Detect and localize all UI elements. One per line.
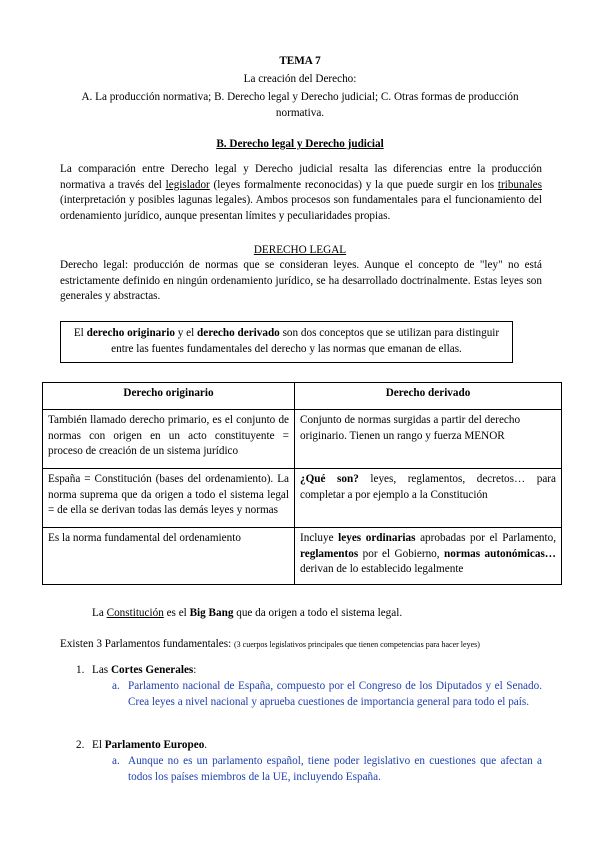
box-bold-originario: derecho originario [86, 327, 175, 339]
box-text-3: son dos conceptos que se utilizan para distinguir entre las fuentes fundamentales del derecho y las normas que emanan de ellas. [111, 327, 500, 355]
bigbang-constitucion: Constitución [106, 607, 164, 619]
derecho-legal-heading: DERECHO LEGAL [253, 244, 347, 256]
box-text-1: El [73, 327, 87, 339]
que-son-bold: ¿Qué son? [300, 473, 359, 485]
cell-text: aprobadas por el Parlamento, [415, 532, 556, 544]
list-item-prefix: El [92, 739, 105, 751]
page-title: TEMA 7 [279, 55, 321, 67]
cell-originario-2: España = Constitución (bases del ordenamiento). La norma suprema que da origen a todo el sistema legal = de ella se derivan todas las demás leyes y normas [43, 469, 295, 528]
topics-list: A. La producción normativa; B. Derecho legal y Derecho judicial; C. Otras formas de producción normativa. [81, 91, 519, 119]
header-derecho-derivado: Derecho derivado [295, 383, 562, 410]
table-header-row [43, 383, 562, 410]
section-heading: B. Derecho legal y Derecho judicial [216, 138, 384, 150]
list-number: 1. [76, 664, 85, 676]
bigbang-text-3: que da origen a todo el sistema legal. [233, 607, 403, 619]
table-row [43, 528, 562, 585]
list-item-suffix: : [193, 664, 197, 676]
cell-text: Incluye [300, 532, 339, 544]
intro-tribunales: tribunales [497, 178, 542, 191]
intro-text-1: La comparación entre Derecho legal y Derecho judicial resalta las diferencias entre la producción normativa a través del [60, 163, 542, 191]
parlamentos-intro-text: Existen 3 Parlamentos fundamentales: [60, 638, 234, 650]
list-item [92, 663, 532, 679]
bigbang-bold: Big Bang [189, 607, 234, 619]
sublist-item: Parlamento nacional de España, compuesto por el Congreso de los Diputados y el Senado. Crea leyes a nivel nacional y aprueba cuestiones de importancia general para todo el país. [128, 680, 542, 708]
intro-text-2: (leyes formalmente reconocidas) y la que puede surgir en los [209, 178, 498, 191]
bigbang-text-1: La [92, 607, 107, 619]
page-subtitle: La creación del Derecho: [243, 73, 357, 85]
parlamento-europeo: Parlamento Europeo [104, 739, 205, 751]
list-item [92, 738, 532, 754]
list-number: 2. [76, 739, 85, 751]
table-row [43, 410, 562, 469]
cell-originario-1: También llamado derecho primario, es el conjunto de normas con origen en un acto constituyente = proceso de creación de un sistema jurídico [43, 410, 295, 469]
normas-autonomicas: normas autonómicas… [444, 547, 556, 560]
header-derecho-originario: Derecho originario [43, 383, 295, 410]
derecho-legal-definition: Derecho legal: producción de normas que se consideran leyes. Aunque el concepto de "ley" no está estrictamente definido en ningún ordenamiento jurídico, se ha desarrollado doctrinalmente. Estas leyes son generales y abstractas. [60, 259, 542, 302]
leyes-ordinarias: leyes ordinarias [338, 532, 416, 544]
cell-derivado-2-text: leyes, reglamentos, decretos… para completar a por ejemplo a la Constitución [300, 473, 557, 501]
list-item-suffix: . [204, 739, 208, 751]
definition-box [60, 321, 513, 363]
intro-text-3: (interpretación y posibles lagunas legales). Ambos procesos son fundamentales para el funcionamiento del ordenamiento jurídico, aunque presentan límites y peculiaridades propias. [60, 194, 542, 222]
intro-paragraph [60, 162, 542, 224]
bigbang-text-2: es el [163, 607, 190, 619]
sublist-letter: a. [112, 755, 120, 767]
box-text-2: y el [174, 327, 198, 339]
cortes-generales: Cortes Generales [110, 664, 194, 676]
list-item-prefix: Las [92, 664, 111, 676]
parlamentos-note: (3 cuerpos legislativos principales que tienen competencias para hacer leyes) [234, 640, 480, 649]
sublist-item: Aunque no es un parlamento español, tiene poder legislativo en cuestiones que afectan a todos los países miembros de la UE, incluyendo España. [128, 755, 542, 783]
cell-text: por el Gobierno, [358, 547, 445, 560]
cell-originario-3: Es la norma fundamental del ordenamiento [43, 528, 295, 585]
cell-derivado-1: Conjunto de normas surgidas a partir del derecho originario. Tienen un rango y fuerza MENOR [295, 410, 562, 469]
parlamentos-intro [60, 637, 560, 653]
comparison-table [42, 382, 562, 585]
sublist-letter: a. [112, 680, 120, 692]
cell-derivado-2 [295, 469, 562, 528]
box-bold-derivado: derecho derivado [197, 327, 280, 339]
cell-derivado-3 [295, 528, 562, 585]
big-bang-sentence [92, 606, 542, 622]
reglamentos: reglamentos [300, 547, 359, 560]
intro-legislador: legislador [165, 178, 210, 191]
cell-text: derivan de lo establecido legalmente [300, 563, 464, 575]
table-row [43, 469, 562, 528]
